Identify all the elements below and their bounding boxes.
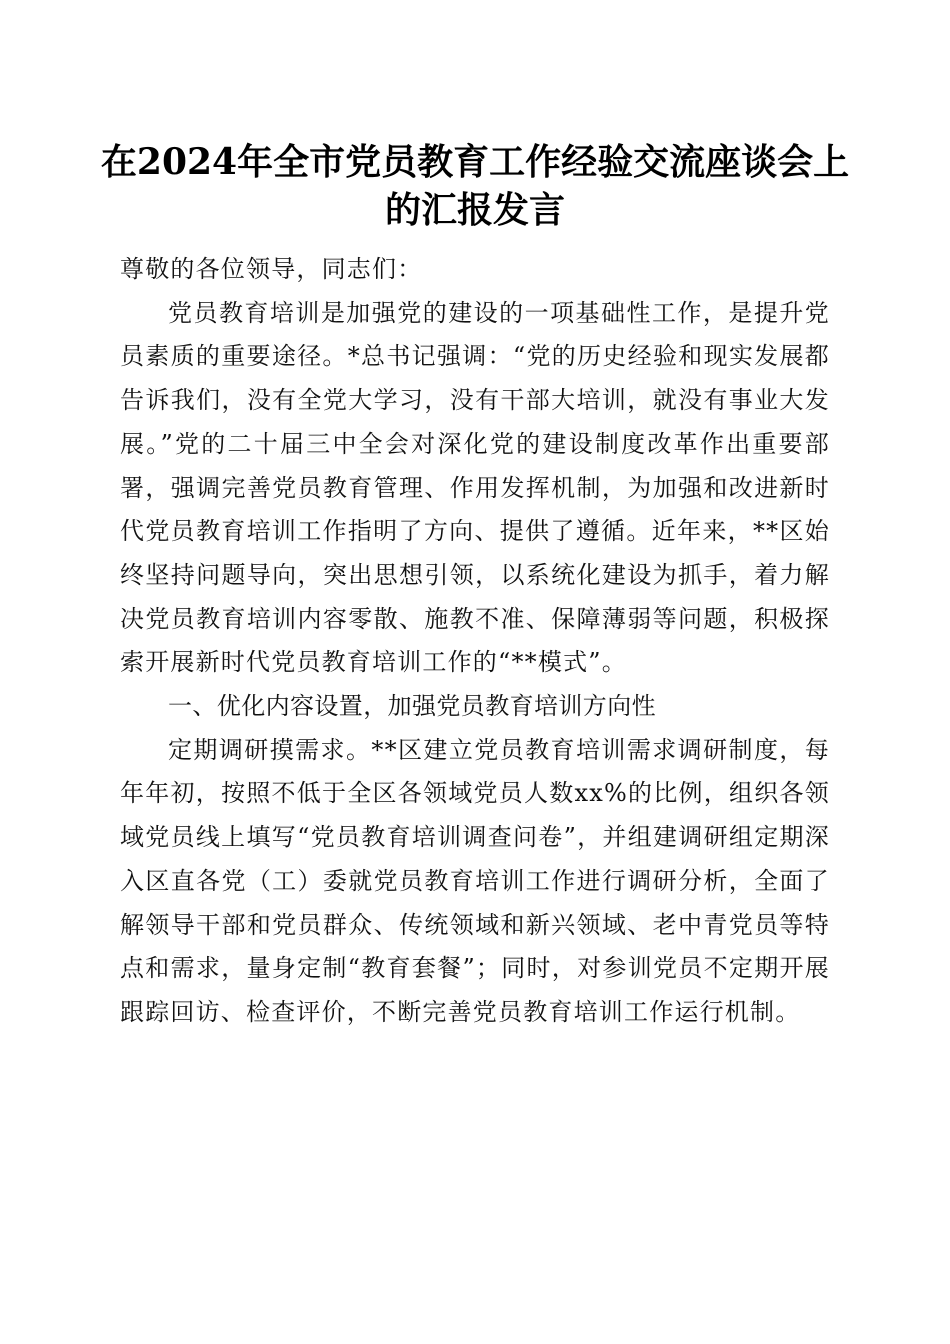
section-heading-1: 一、优化内容设置，加强党员教育培训方向性 <box>168 692 656 721</box>
salutation: 尊敬的各位领导，同志们： <box>120 255 423 283</box>
document-body <box>120 248 830 1035</box>
document-title: 在2024年全市党员教育工作经验交流座谈会上的汇报发言 <box>100 141 850 231</box>
intro-paragraph: 党员教育培训是加强党的建设的一项基础性工作，是提升党员素质的重要途径。*总书记强调：“党的历史经验和现实发展都告诉我们，没有全党大学习，没有干部大培训，就没有事业大发展。”党的二十届三中全会对深化党的建设制度改革作出重要部署，强调完善党员教育管理、作用发挥机制，为加强和改进新时代党员教育培训工作指明了方向、提供了遵循。近年来，**区始终坚持问题导向，突出思想引领，以系统化建设为抓手，着力解决党员教育培训内容零散、施教不准、保障薄弱等问题，积极探索开展新时代党员教育培训工作的“**模式”。 <box>120 298 830 677</box>
section-1-paragraph: 定期调研摸需求。**区建立党员教育培训需求调研制度，每年年初，按照不低于全区各领域党员人数xx%的比例，组织各领域党员线上填写“党员教育培训调查问卷”，并组建调研组定期深入区直各党（工）委就党员教育培训工作进行调研分析，全面了解领导干部和党员群众、传统领域和新兴领域、老中青党员等特点和需求，量身定制“教育套餐”；同时，对参训党员不定期开展跟踪回访、检查评价，不断完善党员教育培训工作运行机制。 <box>120 735 830 1026</box>
